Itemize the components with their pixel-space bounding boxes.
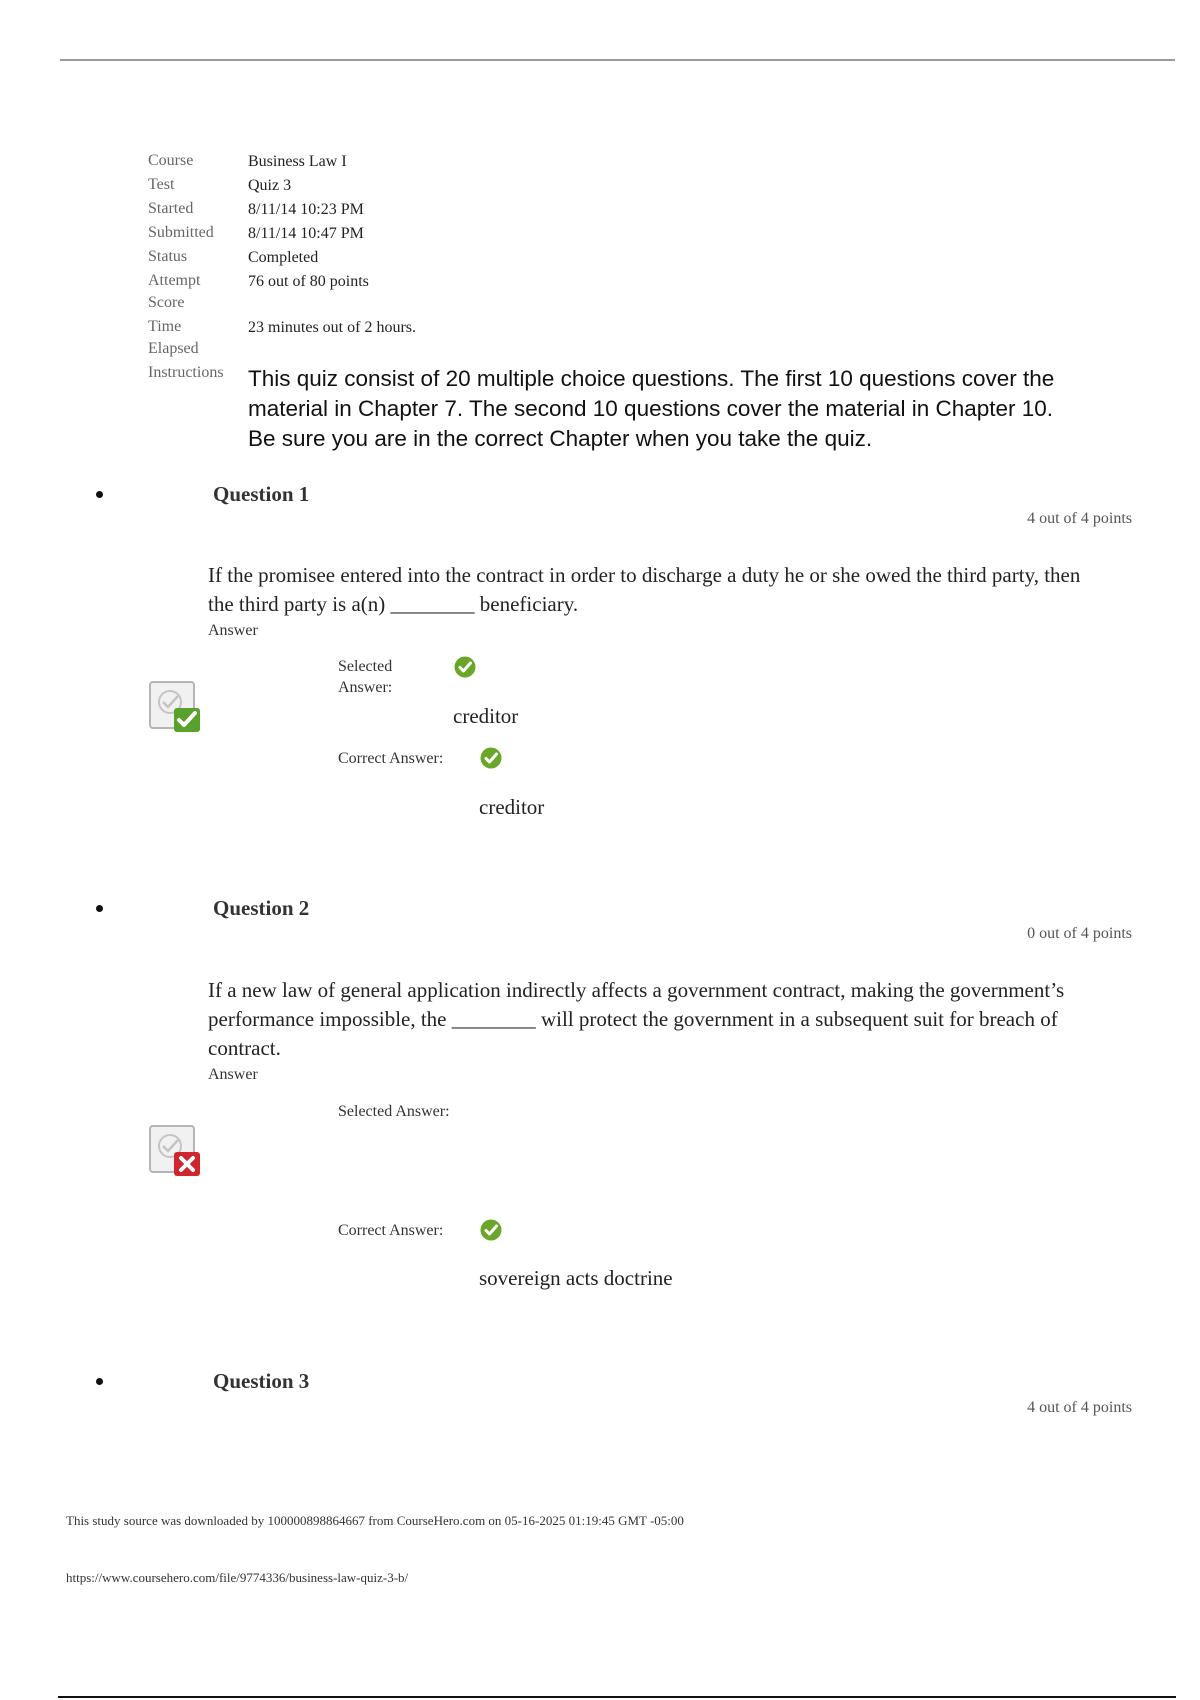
meta-value: 8/11/14 10:47 PM [248, 225, 364, 242]
meta-value: 23 minutes out of 2 hours. [248, 319, 416, 336]
meta-row-time-elapsed [148, 316, 1078, 362]
meta-label: Submitted [148, 224, 214, 241]
selected-answer-label: Selected Answer: [338, 1103, 450, 1120]
meta-label: Course [148, 152, 194, 169]
question-title: Question 1 [213, 482, 310, 506]
meta-label: Attempt Score [148, 272, 201, 311]
meta-row-started [148, 198, 1078, 222]
question-points: 4 out of 4 points [1027, 510, 1132, 527]
bullet-icon [96, 1378, 103, 1385]
question-text: If a new law of general application indirectly affects a government contract, making the government’s performance impossible, the ________ will protect the government in a subsequent suit for breach of contract. [208, 978, 1065, 1060]
meta-row-submitted [148, 222, 1078, 246]
bullet-icon [96, 491, 103, 498]
selected-answer-label: Selected Answer: [338, 658, 393, 696]
bottom-rule [58, 1696, 1176, 1698]
download-source-line: This study source was downloaded by 100000898864667 from CourseHero.com on 05-16-2025 01:19:45 GMT -05:00 [66, 1513, 684, 1528]
source-url[interactable]: https://www.coursehero.com/file/9774336/business-law-quiz-3-b/ [66, 1570, 409, 1585]
question-text: If the promisee entered into the contract in order to discharge a duty he or she owed the third party, then the third party is a(n) ________ beneficiary. [208, 563, 1081, 616]
question-2-header [96, 896, 309, 921]
meta-label: Time Elapsed [148, 318, 199, 357]
incorrect-x-icon [148, 1124, 202, 1178]
meta-label: Started [148, 200, 194, 217]
meta-row-status [148, 246, 1078, 270]
meta-value: 8/11/14 10:23 PM [248, 201, 364, 218]
check-circle-icon [480, 747, 502, 769]
meta-label: Instructions [148, 364, 224, 381]
correct-answer-label: Correct Answer: [338, 750, 444, 767]
question-title: Question 3 [213, 1369, 310, 1393]
check-circle-icon [454, 656, 476, 678]
meta-value: Completed [248, 249, 319, 266]
question-title: Question 2 [213, 896, 310, 920]
top-rule [60, 59, 1175, 61]
selected-answer-value: creditor [453, 704, 519, 728]
bullet-icon [96, 905, 103, 912]
question-1-header [96, 482, 309, 507]
question-points: 4 out of 4 points [1027, 1399, 1132, 1416]
meta-value: Quiz 3 [248, 177, 292, 194]
meta-label: Status [148, 248, 188, 265]
correct-check-icon [148, 680, 202, 734]
instructions-text: This quiz consist of 20 multiple choice questions. The first 10 questions cover the material in Chapter 7. The second 10 questions cover the material in Chapter 10. Be sure you are in the correct Chapter when you take the quiz. [248, 366, 1055, 451]
answer-label: Answer [208, 622, 258, 639]
meta-value: Business Law I [248, 153, 347, 170]
meta-row-course [148, 150, 1078, 174]
question-3-header [96, 1369, 309, 1394]
question-points: 0 out of 4 points [1027, 925, 1132, 942]
check-circle-icon [480, 1219, 502, 1241]
correct-answer-value: creditor [479, 795, 545, 819]
meta-row-instructions [148, 362, 1078, 454]
meta-value: 76 out of 80 points [248, 273, 369, 290]
correct-answer-value: sovereign acts doctrine [479, 1266, 673, 1290]
answer-label: Answer [208, 1066, 258, 1083]
meta-row-test [148, 174, 1078, 198]
correct-answer-label: Correct Answer: [338, 1222, 444, 1239]
attempt-summary [148, 150, 1078, 454]
meta-label: Test [148, 176, 175, 193]
meta-row-attempt-score [148, 270, 1078, 316]
